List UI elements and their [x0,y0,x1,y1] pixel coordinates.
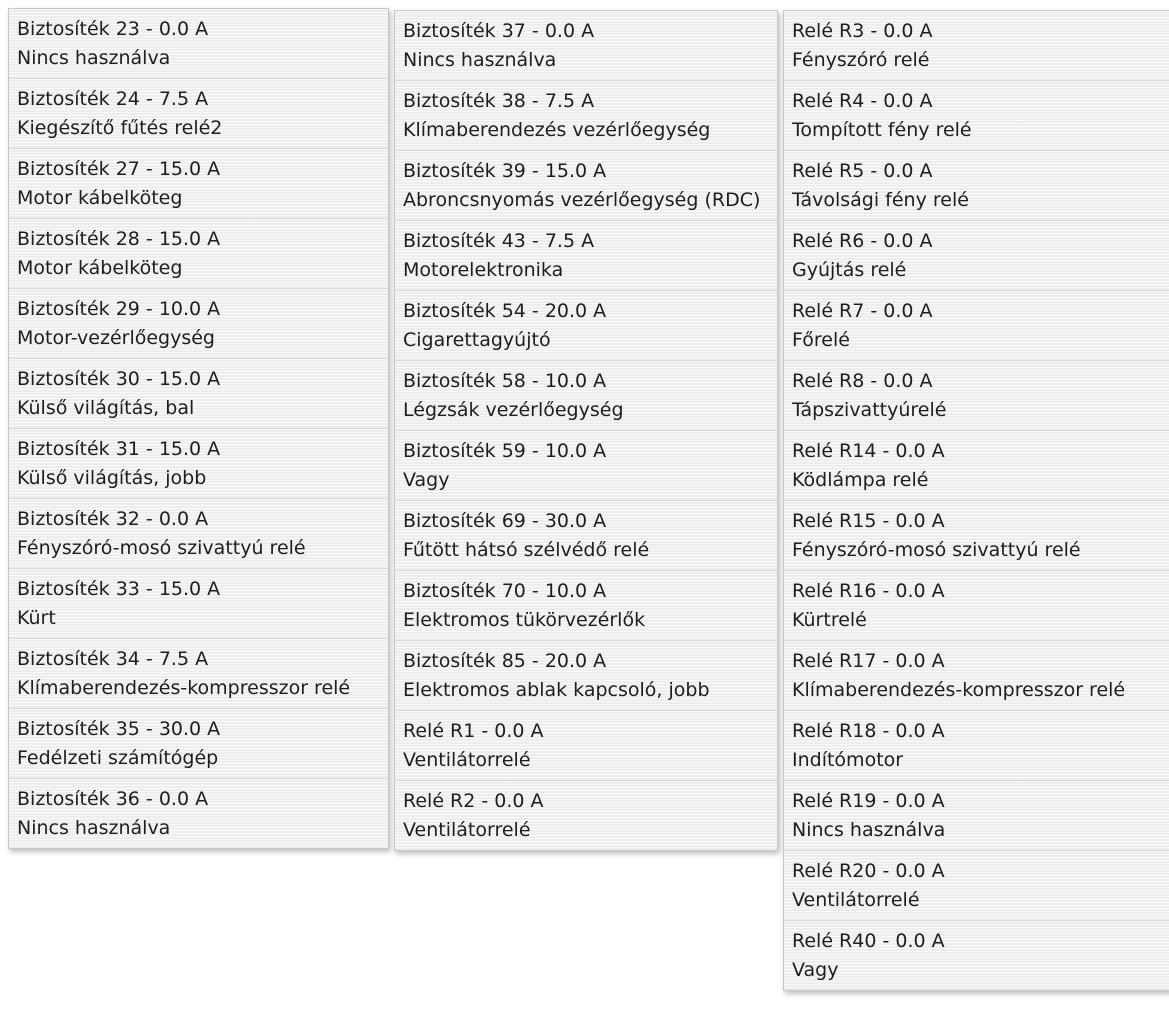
fuse-title: Biztosíték 37 - 0.0 A [403,20,595,42]
list-item [395,711,777,781]
relay-title: Relé R4 - 0.0 A [792,90,933,112]
relay-title: Relé R15 - 0.0 A [792,510,945,532]
fuse-title: Biztosíték 39 - 15.0 A [403,160,607,182]
list-item [9,429,388,499]
relay-description: Tápszivattyúrelé [792,399,947,421]
relay-description: Ventilátorrelé [403,819,531,841]
list-item [395,81,777,151]
fuse-description: Fűtött hátsó szélvédő relé [403,539,650,561]
fuse-list-column-2 [394,10,778,851]
relay-description: Vagy [792,959,839,981]
fuse-title: Biztosíték 58 - 10.0 A [403,370,607,392]
fuse-title: Biztosíték 24 - 7.5 A [17,88,209,110]
list-item [395,431,777,501]
fuse-title: Biztosíték 31 - 15.0 A [17,438,221,460]
relay-title: Relé R8 - 0.0 A [792,370,933,392]
relay-title: Relé R20 - 0.0 A [792,860,945,882]
fuse-description: Fényszóró-mosó szivattyú relé [17,537,306,559]
list-item [395,291,777,361]
relay-description: Tompított fény relé [792,119,972,141]
fuse-description: Klímaberendezés-kompresszor relé [17,677,351,699]
relay-title: Relé R7 - 0.0 A [792,300,933,322]
list-item [784,921,1169,990]
relay-title: Relé R6 - 0.0 A [792,230,933,252]
fuse-description: Kürt [17,607,56,629]
fuse-description: Motor kábelköteg [17,257,183,279]
fuse-title: Biztosíték 69 - 30.0 A [403,510,607,532]
list-item [784,291,1169,361]
relay-description: Ködlámpa relé [792,469,929,491]
fuse-description: Cigarettagyújtó [403,329,551,351]
list-item [784,571,1169,641]
fuse-title: Biztosíték 54 - 20.0 A [403,300,607,322]
fuse-description: Külső világítás, jobb [17,467,207,489]
fuse-title: Biztosíték 85 - 20.0 A [403,650,607,672]
relay-title: Relé R40 - 0.0 A [792,930,945,952]
list-item [784,11,1169,81]
list-item [395,501,777,571]
fuse-title: Biztosíték 70 - 10.0 A [403,580,607,602]
list-item [784,81,1169,151]
fuse-title: Biztosíték 34 - 7.5 A [17,648,209,670]
fuse-list-column-1 [8,8,389,849]
list-item [784,711,1169,781]
fuse-description: Abroncsnyomás vezérlőegység (RDC) [403,189,761,211]
list-item [9,709,388,779]
fuse-description: Fedélzeti számítógép [17,747,219,769]
list-item [9,149,388,219]
fuse-description: Nincs használva [17,817,171,839]
fuse-description: Elektromos tükörvezérlők [403,609,646,631]
list-item [395,361,777,431]
list-item [9,9,388,79]
list-item [784,501,1169,571]
relay-description: Ventilátorrelé [403,749,531,771]
list-item [784,781,1169,851]
list-item [9,499,388,569]
list-item [9,289,388,359]
relay-title: Relé R16 - 0.0 A [792,580,945,602]
fuse-description: Légzsák vezérlőegység [403,399,624,421]
list-item [395,781,777,850]
list-item [9,639,388,709]
list-item [395,11,777,81]
relay-description: Indítómotor [792,749,904,771]
relay-description: Fényszóró-mosó szivattyú relé [792,539,1081,561]
relay-title: Relé R18 - 0.0 A [792,720,945,742]
fuse-description: Motor kábelköteg [17,187,183,209]
fuse-title: Biztosíték 43 - 7.5 A [403,230,595,252]
fuse-description: Külső világítás, bal [17,397,195,419]
relay-description: Gyújtás relé [792,259,907,281]
fuse-title: Biztosíték 33 - 15.0 A [17,578,221,600]
fuse-description: Kiegészítő fűtés relé2 [17,117,223,139]
relay-title: Relé R5 - 0.0 A [792,160,933,182]
fuse-description: Klímaberendezés vezérlőegység [403,119,711,141]
fuse-description: Motor-vezérlőegység [17,327,215,349]
fuse-description: Motorelektronika [403,259,564,281]
list-item [9,79,388,149]
fuse-title: Biztosíték 36 - 0.0 A [17,788,209,810]
list-item [9,359,388,429]
relay-title: Relé R14 - 0.0 A [792,440,945,462]
fuse-title: Biztosíték 29 - 10.0 A [17,298,221,320]
list-item [784,641,1169,711]
relay-description: Távolsági fény relé [792,189,969,211]
relay-title: Relé R19 - 0.0 A [792,790,945,812]
fuse-title: Biztosíték 32 - 0.0 A [17,508,209,530]
relay-title: Relé R3 - 0.0 A [792,20,933,42]
relay-list-column-3 [783,10,1169,991]
relay-description: Főrelé [792,329,850,351]
list-item [9,219,388,289]
relay-description: Klímaberendezés-kompresszor relé [792,679,1126,701]
list-item [784,361,1169,431]
relay-title: Relé R2 - 0.0 A [403,790,544,812]
fuse-title: Biztosíték 28 - 15.0 A [17,228,221,250]
relay-description: Fényszóró relé [792,49,930,71]
fuse-title: Biztosíték 23 - 0.0 A [17,18,209,40]
list-item [395,641,777,711]
fuse-title: Biztosíték 27 - 15.0 A [17,158,221,180]
list-item [395,571,777,641]
list-item [395,221,777,291]
relay-description: Nincs használva [792,819,946,841]
fuse-title: Biztosíték 30 - 15.0 A [17,368,221,390]
fuse-description: Nincs használva [17,47,171,69]
relay-title: Relé R17 - 0.0 A [792,650,945,672]
list-item [784,221,1169,291]
fuse-title: Biztosíték 38 - 7.5 A [403,90,595,112]
fuse-description: Elektromos ablak kapcsoló, jobb [403,679,710,701]
fuse-title: Biztosíték 35 - 30.0 A [17,718,221,740]
list-item [784,851,1169,921]
list-item [395,151,777,221]
list-item [9,569,388,639]
relay-description: Ventilátorrelé [792,889,920,911]
relay-description: Kürtrelé [792,609,867,631]
relay-title: Relé R1 - 0.0 A [403,720,544,742]
list-item [784,151,1169,221]
fuse-description: Vagy [403,469,450,491]
fuse-title: Biztosíték 59 - 10.0 A [403,440,607,462]
list-item [784,431,1169,501]
fuse-description: Nincs használva [403,49,557,71]
list-item [9,779,388,848]
